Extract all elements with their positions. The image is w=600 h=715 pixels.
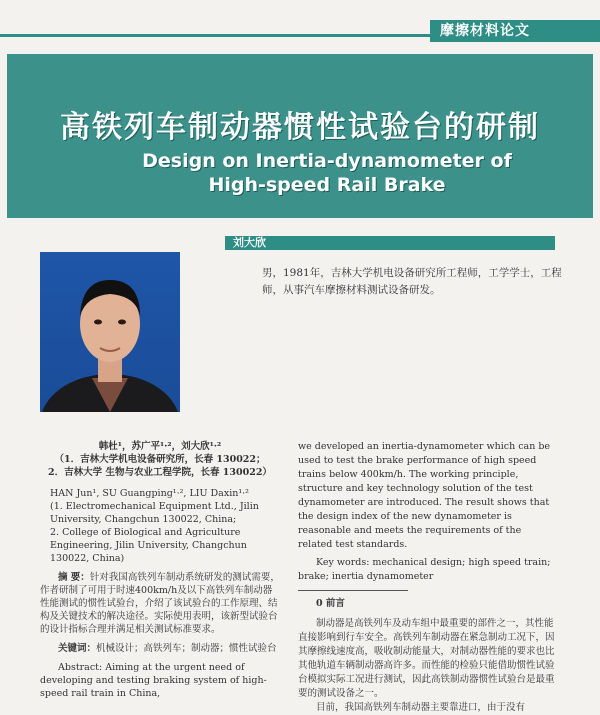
intro-paragraph-1: 制动器是高铁列车及动车组中最重要的部件之一，其性能直接影响到行车安全。高铁列车制动器在紧急制动工况下，因其摩擦线速度高，吸收制动能量大，对制动器性能的要求也比其他轨道车辆制动器高许多。而性能的检验只能借助惯性试验台模拟实际工况进行测试，因此高铁制动器惯性试验台是最重要的测试设备之一。 (298, 618, 555, 699)
affiliation-english-2: 2. College of Biological and Agriculture Engineering, Jilin University, Changchun 130022, China) (50, 527, 247, 564)
intro-paragraph-2: 目前，我国高铁列车制动器主要靠进口，由于没有 (316, 702, 526, 713)
abstract-en-text: Aiming at the urgent need of developing and testing braking system of high-speed rail train in China, (40, 662, 267, 699)
affiliation-chinese-1: （1．吉林大学机电设备研究所，长春 130022； (54, 454, 266, 465)
section-divider (298, 590, 408, 591)
keywords-text: 机械设计；高铁列车；制动器；惯性试验台 (96, 643, 277, 654)
abstract-english-continued: we developed an inertia-dynamometer which can be used to test the brake performance of high speed trains below 400km/h. The working principle, structure and key technology solution of the test dynamometer are introduced. The result shows that the design index of the new dynamometer is reasonable and meets the requirements of the related test standards. (298, 441, 551, 550)
affiliation-chinese-2: 2．吉林大学 生物与农业工程学院，长春 130022） (48, 467, 272, 478)
title-english (117, 149, 537, 197)
abstract-english (40, 661, 280, 700)
section-tag: 摩擦材料论文 (430, 20, 600, 42)
author-bio: 男，1981年，吉林大学机电设备研究所工程师，工学学士，工程师，从事汽车摩擦材料测试设备研发。 (262, 267, 562, 296)
section-title: 0 前言 (316, 598, 345, 609)
abstract-en-label: Abstract: (58, 662, 103, 673)
affiliation-english-1: (1. Electromechanical Equipment Ltd., Jilin University, Changchun 130022, China; (50, 501, 259, 525)
keywords-label: 关键词： (58, 643, 97, 654)
title-english-line1: Design on Inertia-dynamometer of (142, 150, 512, 172)
abstract-text: 针对我国高铁列车制动系统研发的测试需要，作者研制了可用于时速400km/h及以下高铁列车制动器性能测试的惯性试验台，介绍了该试验台的工作原理、结构及关键技术的解决途径。实际使用表明，该新型试验台的设计指标合理并满足相关测试标准要求。 (40, 572, 280, 635)
author-name-bar: 刘大欣 (225, 236, 555, 250)
title-banner (7, 54, 593, 218)
author-portrait-icon (40, 252, 180, 412)
keywords-english: Key words: mechanical design; high speed train; brake; inertia dynamometer (298, 557, 551, 582)
left-column (40, 440, 280, 700)
abstract-label: 摘 要： (58, 572, 90, 583)
title-chinese: 高铁列车制动器惯性试验台的研制 (60, 110, 540, 145)
title-english-line2: High-speed Rail Brake (208, 174, 446, 196)
keywords-chinese (40, 642, 280, 655)
right-column (298, 440, 556, 715)
author-photo (40, 252, 180, 412)
header-rule (0, 34, 430, 37)
abstract-chinese (40, 571, 280, 636)
authors-english: HAN Jun¹, SU Guangping¹·², LIU Daxin¹·² (50, 488, 249, 499)
authors-chinese: 韩杜¹，苏广平¹·²，刘大欣¹·² (98, 441, 222, 452)
